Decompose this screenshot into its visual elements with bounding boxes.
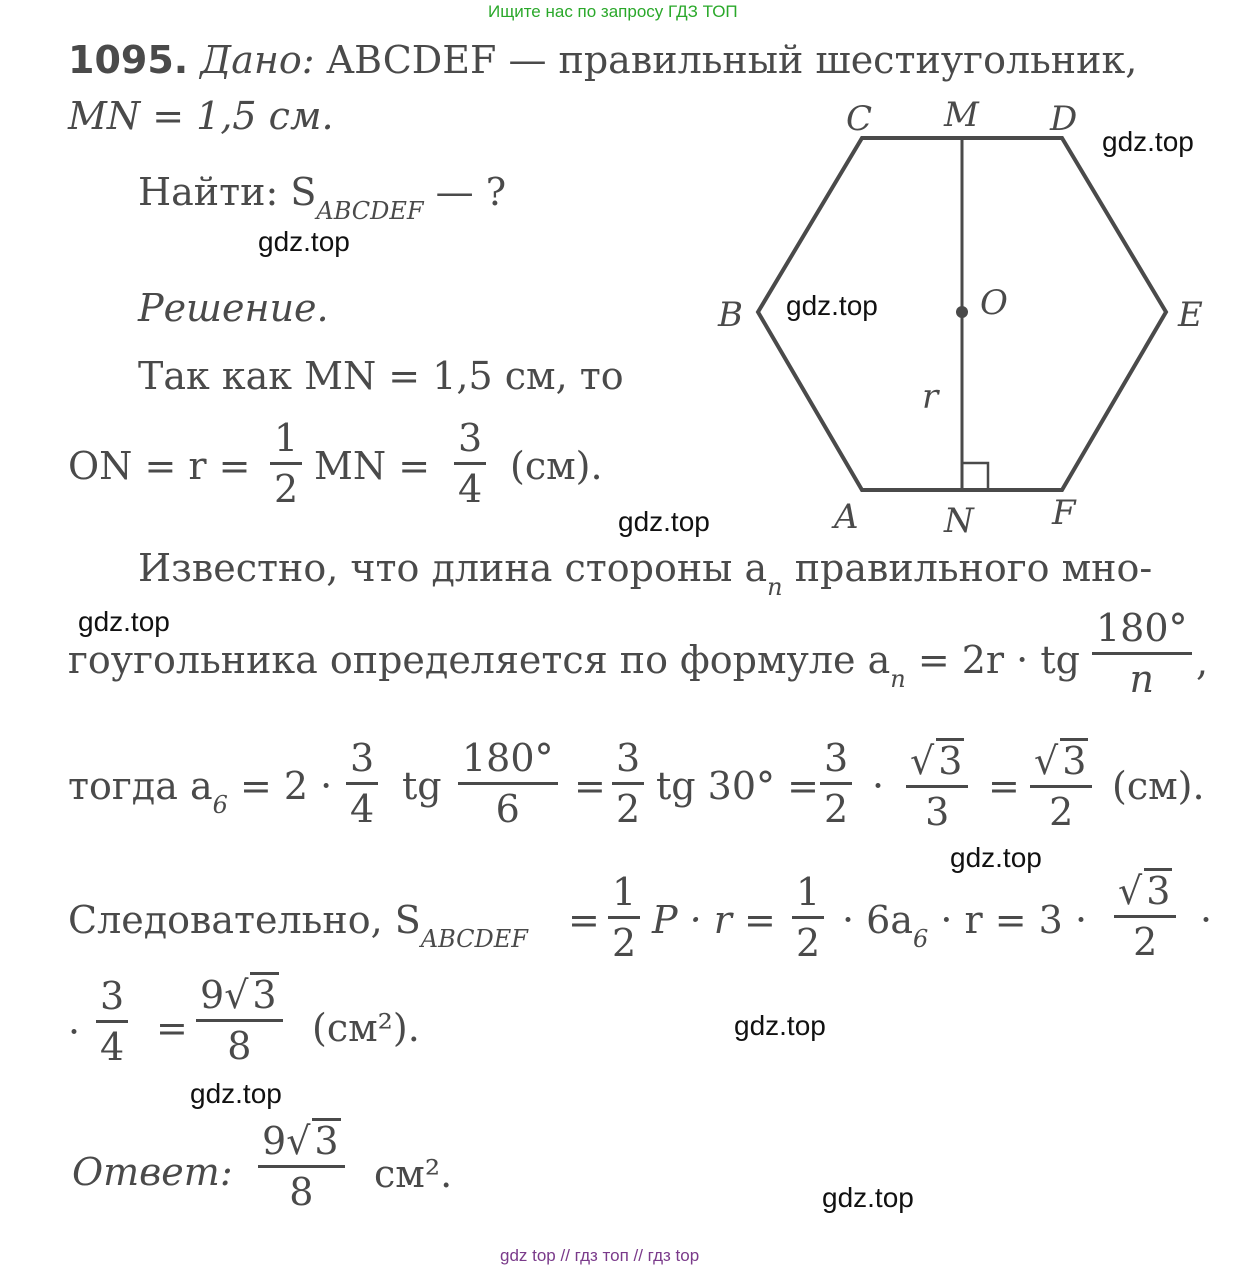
label-m: M: [944, 95, 979, 135]
den: 6: [495, 787, 520, 831]
line5-tg: tg: [402, 764, 442, 808]
fraction-1-2-b: [608, 872, 640, 963]
watermark: gdz.top: [258, 226, 350, 257]
label-o: O: [980, 283, 1008, 323]
right-angle-mark: [962, 463, 988, 490]
line1: Так как MN = 1,5 см, то: [138, 354, 624, 398]
den: 4: [350, 787, 375, 831]
search-hint: Ищите нас по запросу ГДЗ ТОП: [488, 2, 738, 21]
den: 2: [616, 787, 641, 831]
problem-number: 1095.: [68, 38, 189, 82]
num-rad: 3: [314, 1119, 339, 1163]
line5-tg30: tg 30° =: [656, 764, 819, 808]
line6-sub2: 6: [913, 925, 929, 953]
line6-start: [68, 898, 528, 953]
line6-mid2: [842, 898, 1088, 953]
fraction-1-2-c: [792, 872, 824, 963]
fraction-3-2-a: [612, 738, 644, 829]
fraction-180-6: [458, 738, 558, 829]
label-b: B: [718, 295, 743, 335]
hexagon-figure: [700, 90, 1220, 550]
num: 180°: [462, 736, 554, 780]
fraction-bar: [458, 782, 558, 785]
den: 3: [925, 790, 950, 834]
line3-sub: n: [767, 573, 783, 601]
label-c: C: [846, 99, 873, 139]
num-coef: 9: [200, 973, 225, 1017]
den: 2: [796, 921, 821, 965]
fraction-3-4-a: [346, 738, 378, 829]
num: 1: [274, 416, 299, 460]
fraction-3-2-b: [820, 738, 852, 829]
line4-text: гоугольника определяется по формуле a: [68, 638, 891, 682]
watermark: gdz.top: [190, 1078, 282, 1109]
fraction-9sqrt3-8-a: [196, 972, 283, 1066]
line4-eq: = 2r · tg: [905, 638, 1080, 682]
line5-start: [68, 764, 333, 819]
fraction-one-half: [270, 418, 302, 509]
den: 2: [274, 467, 299, 511]
den: 8: [227, 1024, 252, 1068]
num: 3: [458, 416, 483, 460]
label-n: N: [944, 501, 974, 541]
fraction-180-n: [1092, 608, 1192, 699]
sqrt-sign: √: [286, 1119, 311, 1163]
line6-end: ·: [1200, 898, 1213, 942]
sqrt-sign: √: [224, 973, 249, 1017]
num: 1: [796, 870, 821, 914]
given-label: Дано:: [200, 38, 315, 82]
find-tail: — ?: [423, 170, 507, 214]
line3: [138, 546, 1153, 601]
den: n: [1129, 657, 1154, 701]
den: 2: [612, 921, 637, 965]
solution-label: Решение.: [138, 286, 329, 330]
line2-unit: (см).: [510, 444, 603, 488]
num: 3: [100, 974, 125, 1018]
line5-text: тогда a: [68, 764, 213, 808]
line5-sub: 6: [212, 791, 228, 819]
find-sub: ABCDEF: [316, 197, 424, 225]
label-e: E: [1178, 295, 1203, 335]
num: 3: [1146, 869, 1171, 913]
answer-unit: см².: [374, 1152, 453, 1196]
line5-eq: = 2 ·: [227, 764, 333, 808]
watermark: gdz.top: [786, 290, 878, 321]
watermark: gdz.top: [950, 842, 1042, 873]
find-line: [138, 170, 507, 225]
fraction-bar: [270, 462, 302, 465]
line5-eq3: =: [988, 764, 1020, 808]
line6-text: Следовательно, S: [68, 898, 421, 942]
fraction-bar: [1092, 652, 1192, 655]
fraction-bar: [1030, 785, 1092, 788]
fraction-9sqrt3-8-b: [258, 1118, 345, 1212]
den: 2: [824, 787, 849, 831]
footer-text: gdz top // гдз топ // гдз top: [500, 1246, 700, 1265]
label-d: D: [1050, 99, 1078, 139]
den: 2: [1049, 790, 1074, 834]
line7-unit: (см²).: [312, 1006, 420, 1050]
line4-sub: n: [890, 665, 906, 693]
line6-sub: ABCDEF: [420, 925, 528, 953]
find-text: Найти: S: [138, 170, 317, 214]
fraction-bar: [196, 1019, 283, 1022]
watermark: gdz.top: [734, 1010, 826, 1041]
line4: [68, 638, 1080, 693]
fraction-bar: [258, 1165, 345, 1168]
line7-start: ·: [68, 1010, 81, 1054]
line6-mid3: · r = 3 ·: [928, 898, 1088, 942]
line3-text: Известно, что длина стороны a: [138, 546, 768, 590]
fraction-sqrt3-2-b: [1114, 868, 1176, 962]
line5-unit: (см).: [1112, 764, 1205, 808]
fraction-bar: [454, 462, 486, 465]
fraction-bar: [906, 785, 968, 788]
label-a: A: [834, 497, 859, 537]
answer-label: Ответ:: [72, 1150, 233, 1194]
sqrt-sign: √: [1034, 739, 1059, 783]
fraction-sqrt3-3: [906, 738, 968, 832]
fraction-bar: [346, 782, 378, 785]
sqrt-sign: √: [910, 739, 935, 783]
num: 3: [824, 736, 849, 780]
line6-mid: P · r =: [652, 898, 776, 942]
line7-eq: =: [156, 1006, 188, 1050]
num: 3: [350, 736, 375, 780]
sqrt-sign: √: [1118, 869, 1143, 913]
fraction-sqrt3-2-a: [1030, 738, 1092, 832]
line6-mid2-text: · 6a: [842, 898, 913, 942]
center-point-o: [956, 306, 968, 318]
den: 2: [1133, 920, 1158, 964]
watermark: gdz.top: [78, 606, 170, 637]
given-text: ABCDEF — правильный шестиугольник,: [326, 38, 1138, 82]
num: 3: [1062, 739, 1087, 783]
num: 3: [938, 739, 963, 783]
num: 3: [616, 736, 641, 780]
line5-dot: ·: [872, 764, 885, 808]
den: 8: [289, 1170, 314, 1214]
fraction-3-4-b: [96, 976, 128, 1067]
fraction-bar: [792, 916, 824, 919]
fraction-three-quarters: [454, 418, 486, 509]
fraction-bar: [96, 1020, 128, 1023]
den: 4: [100, 1025, 125, 1069]
line3-tail: правильного мно-: [782, 546, 1153, 590]
fraction-bar: [608, 916, 640, 919]
num: 180°: [1096, 606, 1188, 650]
label-r: r: [922, 377, 939, 417]
line2-mid: MN =: [314, 444, 431, 488]
num: 1: [612, 870, 637, 914]
fraction-bar: [1114, 915, 1176, 918]
watermark: gdz.top: [1102, 126, 1194, 157]
num-rad: 3: [252, 973, 277, 1017]
line2-left: ON = r =: [68, 444, 251, 488]
problem-given: [68, 38, 1137, 82]
num-coef: 9: [262, 1119, 287, 1163]
line4-comma: ,: [1196, 640, 1209, 684]
watermark: gdz.top: [618, 506, 710, 537]
label-f: F: [1052, 493, 1076, 533]
den: 4: [458, 467, 483, 511]
fraction-bar: [820, 782, 852, 785]
line6-eq: =: [568, 898, 600, 942]
line5-eq2: =: [574, 764, 606, 808]
fraction-bar: [612, 782, 644, 785]
watermark: gdz.top: [822, 1182, 914, 1213]
given-mn: MN = 1,5 см.: [68, 94, 334, 138]
